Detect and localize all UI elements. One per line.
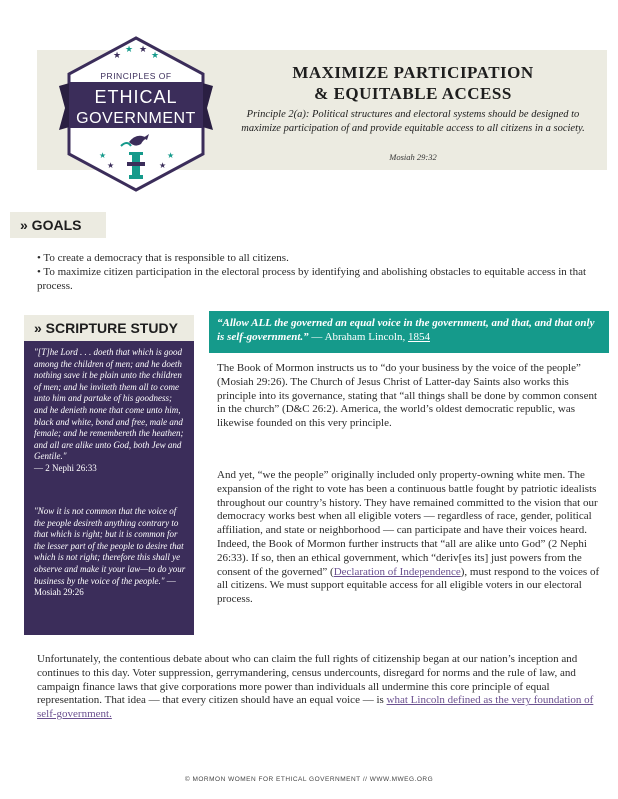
declaration-link[interactable]: Declaration of Independence (333, 565, 461, 578)
logo-line3: GOVERNMENT (76, 110, 196, 127)
logo-line2: ETHICAL (94, 87, 178, 107)
title-line1: MAXIMIZE PARTICIPATION (292, 63, 534, 82)
body-paragraph-1: The Book of Mormon instructs us to “do your business by the voice of the people” (Mosiah 29:26). The Church of Jesus Christ of Latter-day Saints also works this principle into its governance, stating that “all things shall be done by common consent in the church” (D&C 26:2). America, the world’s oldest democratic republic, was likewise founded on this very principle. (217, 362, 598, 430)
body-paragraph-2: And yet, “we the people” originally included only property-owning white men. The expansion of the right to vote has been a continuous battle fought by patriotic idealists throughout our country’s history. They have remained committed to the vision that our democracy works best when all eligible voters — regardless of race, gender, political affiliation, and state or neighborhood — can participate and have their voices heard. Indeed, the Book of Mormon further instructs that “all are alike unto God” (2 Nephi 26:33). If so, then an ethical government, which “deriv[es its] just powers from the consent of the governed” (Declaration of Independence), must respond to the voices of all citizens. We must support equitable access for all eligible voters in our electoral process. (217, 469, 600, 606)
title-line2: & EQUITABLE ACCESS (314, 84, 512, 103)
body-paragraph-3: Unfortunately, the contentious debate about who can claim the full rights of citizenship began at our nation’s inception and continues to this day. Voter suppression, gerrymandering, census undercounts, disregard for norms and the rule of law, and campaign finance laws that give corporations more power than individuals all undermine this core principle of equal representation. That idea — that every citizen should have an equal voice — is what Lincoln defined as the very foundation of self-government. (37, 653, 594, 721)
scripture-cite: — 2 Nephi 26:33 (34, 462, 97, 473)
svg-text:★: ★ (139, 45, 148, 55)
scripture-passage (34, 506, 186, 599)
svg-text:★: ★ (107, 161, 115, 170)
svg-text:★: ★ (151, 51, 160, 61)
quote-text: “Allow ALL the governed an equal voice in the government, and that, and that only is self-government.” (217, 317, 595, 343)
scripture-passage (34, 347, 186, 475)
lincoln-link[interactable]: what Lincoln defined as the very foundation of self-government. (37, 694, 594, 721)
svg-text:★: ★ (99, 151, 107, 160)
logo-line1: PRINCIPLES OF (100, 71, 172, 81)
principle-citation: Mosiah 29:32 (389, 152, 437, 162)
goals-list (37, 251, 597, 293)
scripture-heading: » SCRIPTURE STUDY (24, 315, 194, 341)
lincoln-quote (217, 316, 603, 344)
principles-logo (55, 34, 217, 194)
goals-heading: » GOALS (10, 212, 106, 238)
scripture-text: "Now it is not common that the voice of the people desireth anything contrary to that which is right; but it is common for the lesser part of the people to desire that which is not right; therefore this shall ye observe and make it your law—to do your business by the voice of the people." — Mosiah 29:26 (34, 506, 186, 598)
principle-statement: Principle 2(a): Political structures and electoral systems should be designed to maximize participation of and provide equitable access to all citizens in a society. (241, 109, 585, 134)
goal-item: • To create a democracy that is responsible to all citizens. (37, 252, 289, 264)
quote-attribution: — Abraham Lincoln, (311, 331, 406, 343)
scripture-cite: — Mosiah 29:26 (34, 575, 176, 598)
svg-text:★: ★ (125, 45, 134, 55)
quote-year-link[interactable]: 1854 (407, 331, 430, 343)
svg-text:★: ★ (113, 51, 122, 61)
page-title (228, 62, 598, 104)
scripture-text: "[T]he Lord . . . doeth that which is good among the children of men; and he doeth nothing save it be plain unto the children of men; and he inviteth them all to come unto him and partake of his goodness; and he denieth none that come unto him, black and white, bond and free, male and female; and he remembereth the heathen; and all are alike unto God, both Jew and Gentile." (34, 347, 184, 462)
svg-text:★: ★ (167, 151, 175, 160)
goal-item: • To maximize citizen participation in the electoral process by identifying and abolishing obstacles to equitable access in that process. (37, 266, 587, 292)
svg-text:★: ★ (159, 161, 167, 170)
footer: © MORMON WOMEN FOR ETHICAL GOVERNMENT // WWW.MWEG.ORG (184, 776, 434, 783)
